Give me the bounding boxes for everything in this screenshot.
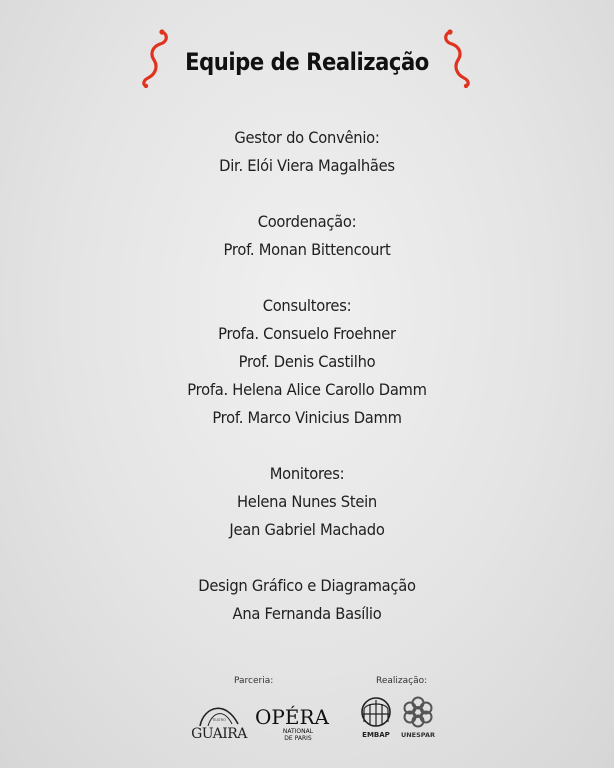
spacer (0, 264, 614, 292)
consultor-name: Profa. Consuelo Froehner (218, 324, 396, 343)
monitor-name: Helena Nunes Stein (236, 492, 377, 511)
right-scroll-ornament-icon (440, 28, 474, 88)
spacer (0, 544, 614, 572)
opera-paris-logo (252, 700, 332, 744)
unespar-wordmark: UNESPAR (400, 731, 436, 739)
guaira-wordmark: GUAIRA (191, 726, 247, 742)
unespar-logo (398, 696, 438, 742)
opera-paris-text: DE PARIS (284, 735, 312, 742)
page-title: Equipe de Realização (185, 48, 429, 76)
consultor-name: Prof. Denis Castilho (238, 352, 376, 371)
spacer (0, 432, 614, 460)
monitor-name: Jean Gabriel Machado (229, 520, 385, 539)
consultor-name: Profa. Helena Alice Carollo Damm (187, 380, 427, 399)
gestor-name: Dir. Elói Viera Magalhães (219, 156, 395, 175)
consultor-name: Prof. Marco Vinicius Damm (212, 408, 402, 427)
spacer (0, 180, 614, 208)
teatro-guaira-logo (186, 698, 252, 744)
embap-wordmark: EMBAP (362, 731, 390, 739)
monitores-label: Monitores: (269, 464, 345, 483)
coordenacao-name: Prof. Monan Bittencourt (223, 240, 391, 259)
credits-list (0, 124, 614, 628)
design-name: Ana Fernanda Basílio (232, 604, 382, 623)
guaira-small-text: TEATRO (212, 718, 226, 722)
consultores-label: Consultores: (262, 296, 352, 315)
parceria-label: Parceria: (234, 676, 274, 686)
gestor-label: Gestor do Convênio: (234, 128, 380, 147)
realizacao-label: Realização: (376, 676, 428, 686)
design-label: Design Gráfico e Diagramação (198, 576, 416, 595)
header (0, 28, 614, 88)
opera-wordmark: OPÉRA (255, 705, 329, 729)
opera-national-text: NATIONAL (282, 728, 314, 735)
coordenacao-label: Coordenação: (257, 212, 357, 231)
embap-logo (358, 696, 394, 742)
